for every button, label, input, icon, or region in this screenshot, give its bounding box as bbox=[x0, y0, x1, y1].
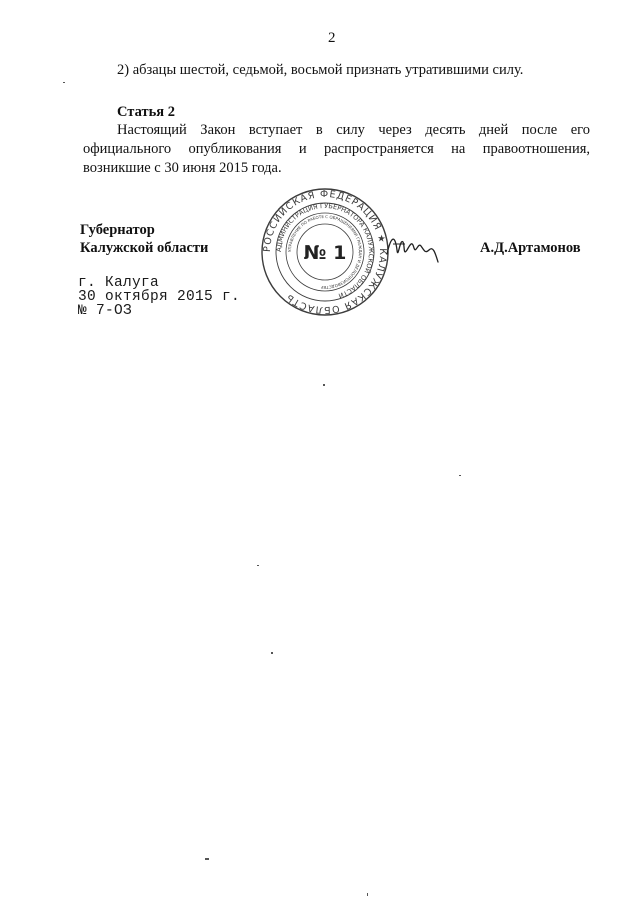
registration-date: 30 октября 2015 г. bbox=[78, 289, 241, 305]
article-body: Настоящий Закон вступает в силу через десять дней после его официального опубликования и распространяется на правоотношения, возникшие с 30 июня 2015 года. bbox=[83, 122, 590, 176]
page-number: 2 bbox=[328, 30, 336, 46]
official-seal bbox=[260, 187, 390, 317]
seal-inner-text: УПРАВЛЕНИЕ ПО РАБОТЕ С ОБРАЩЕНИЯМИ ГРАЖДАН И ДЕЛОПРОИЗВОДСТВУ bbox=[286, 213, 364, 291]
seal-number: № 1 bbox=[303, 242, 347, 264]
seal-outer-text: РОССИЙСКАЯ ФЕДЕРАЦИЯ ★ КАЛУЖСКАЯ ОБЛАСТЬ bbox=[261, 188, 389, 316]
scan-speck bbox=[63, 82, 65, 83]
scan-speck bbox=[271, 652, 273, 654]
registration-city: г. Калуга bbox=[78, 275, 160, 291]
article-heading: Статья 2 bbox=[117, 104, 175, 120]
scan-speck bbox=[459, 475, 461, 476]
list-item-2: 2) абзацы шестой, седьмой, восьмой признать утратившими силу. bbox=[117, 62, 524, 78]
seal-middle-text: АДМИНИСТРАЦИЯ ГУБЕРНАТОРА КАЛУЖСКОЙ ОБЛАСТИ bbox=[274, 201, 376, 300]
scan-speck bbox=[367, 893, 368, 896]
handwritten-signature bbox=[385, 230, 440, 270]
signatory-region: Калужской области bbox=[80, 240, 209, 256]
signatory-title: Губернатор bbox=[80, 222, 155, 238]
scan-speck bbox=[323, 384, 325, 386]
signatory-name: А.Д.Артамонов bbox=[480, 240, 581, 256]
scan-speck bbox=[205, 858, 209, 860]
registration-number: № 7-ОЗ bbox=[78, 303, 133, 319]
scan-speck bbox=[257, 565, 259, 566]
